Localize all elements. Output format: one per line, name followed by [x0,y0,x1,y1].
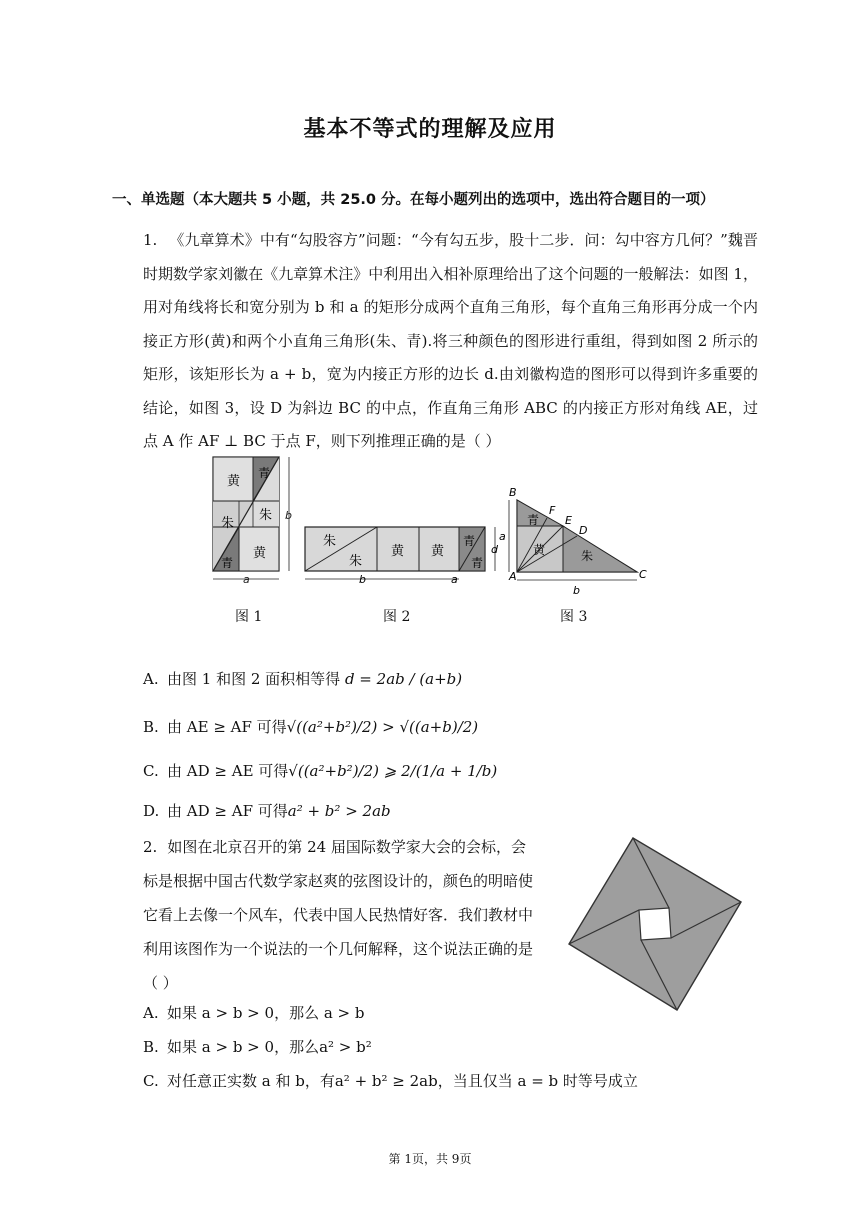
figure-3 [499,486,647,597]
label-b: b [359,573,366,586]
label-huang: 黄 [391,544,405,559]
option-a[interactable] [143,668,462,689]
option-math: √((a²+b²)/2) ⩾ 2/(1/a + 1/b) [288,762,498,780]
label-qing: 青 [258,466,271,480]
label-zhu: 朱 [581,549,594,563]
option-text: 由 AD ≥ AF 可得 [167,802,288,820]
figure-caption: 图 2 [383,609,411,625]
option-math: √((a²+b²)/2) > √((a+b)/2) [286,718,479,736]
option-key: C. [143,762,159,780]
page-title: 基本不等式的理解及应用 [303,117,557,142]
label-zhu: 朱 [323,534,337,549]
option-math: d = 2ab / (a+b) [344,670,463,688]
question-text: 《九章算术》中有“勾股容方”问题：“今有勾五步，股十二步．问：勾中容方几何？”魏晋时期数学家刘徽在《九章算术注》中利用出入相补原理给出了这个问题的一般解法：如图 1，用对角线将长和宽分别为 b 和 a 的矩形分成两个直角三角形，每个直角三角形再分成一个内接正方形(黄)和两个小直角三角形(朱、青).将三种颜色的图形进行重组，得到如图 2 所示的矩形，该矩形长为 a + b，宽为内接正方形的边长 d.由刘徽构造的图形可以得到许多重要的结论，如图 3，设 D 为斜边 BC 的中点，作直角三角形 ABC 的内接正方形对角线 AE，过点 A 作 AF ⊥ BC 于点 F，则下列推理正确的是（ ） [143,231,758,450]
figure-2 [305,527,499,586]
option-text: 对任意正实数 a 和 b，有a² + b² ≥ 2ab，当且仅当 a = b 时等号成立 [167,1072,638,1090]
question-1 [143,224,758,459]
label-qing: 青 [221,556,234,570]
label-A: A [509,570,517,583]
option-d[interactable] [143,800,391,821]
question-1-figures [205,452,665,632]
label-zhu: 朱 [221,516,235,531]
label-a: a [499,530,506,543]
label-a: a [451,573,458,586]
figure-1 [213,457,292,586]
figure-caption: 图 3 [560,609,588,625]
option-text: 如果 a > b > 0，那么a² > b² [167,1038,372,1056]
label-huang: 黄 [533,543,546,557]
option-key: B. [143,1038,159,1056]
label-B: B [509,486,517,499]
option-key: A. [143,670,159,688]
option-math: a² + b² > 2ab [287,802,391,820]
label-b: b [573,584,580,597]
label-qing: 青 [527,513,540,527]
answer-blank: （ ） [143,974,178,992]
label-huang: 黄 [253,546,267,561]
option-text: 由图 1 和图 2 面积相等得 [167,670,345,688]
label-zhu: 朱 [259,508,273,523]
figure-panel [205,452,665,632]
label-b: b [285,509,292,522]
label-zhu: 朱 [349,554,363,569]
question-number: 2. [143,838,158,856]
question-number: 1. [143,231,158,249]
option-key: C. [143,1072,159,1090]
label-qing: 青 [471,556,484,570]
label-E: E [565,514,572,527]
label-F: F [549,504,556,517]
zhao-shuang-diagram [565,836,745,1014]
question-2 [143,830,538,1000]
label-d: d [491,543,498,556]
section-heading: 一、单选题（本大题共 5 小题，共 25.0 分。在每小题列出的选项中，选出符合题目的一项） [112,192,715,208]
option-key: B. [143,718,159,736]
label-a: a [243,573,250,586]
option-key: D. [143,802,160,820]
label-C: C [639,568,647,581]
option-key: A. [143,1004,159,1022]
option-text: 由 AD ≥ AE 可得 [167,762,289,780]
question-text: 如图在北京召开的第 24 届国际数学家大会的会标，会标是根据中国古代数学家赵爽的弦图设计的，颜色的明暗使它看上去像一个风车，代表中国人民热情好客．我们教材中利用该图作为一个说法的一个几何解释，这个说法正确的是 [143,838,534,958]
label-huang: 黄 [431,544,445,559]
page-footer: 第 1页，共 9页 [388,1152,472,1166]
label-D: D [579,524,588,537]
label-qing: 青 [463,534,476,548]
option-b[interactable] [143,716,478,737]
option-text: 如果 a > b > 0，那么 a > b [167,1004,365,1022]
q2-option-a[interactable] [143,1002,364,1023]
option-c[interactable] [143,760,497,781]
q2-option-b[interactable] [143,1036,372,1057]
option-text: 由 AE ≥ AF 可得 [167,718,287,736]
figure-caption: 图 1 [235,609,263,625]
label-huang: 黄 [227,474,241,489]
q2-option-c[interactable] [143,1070,638,1091]
